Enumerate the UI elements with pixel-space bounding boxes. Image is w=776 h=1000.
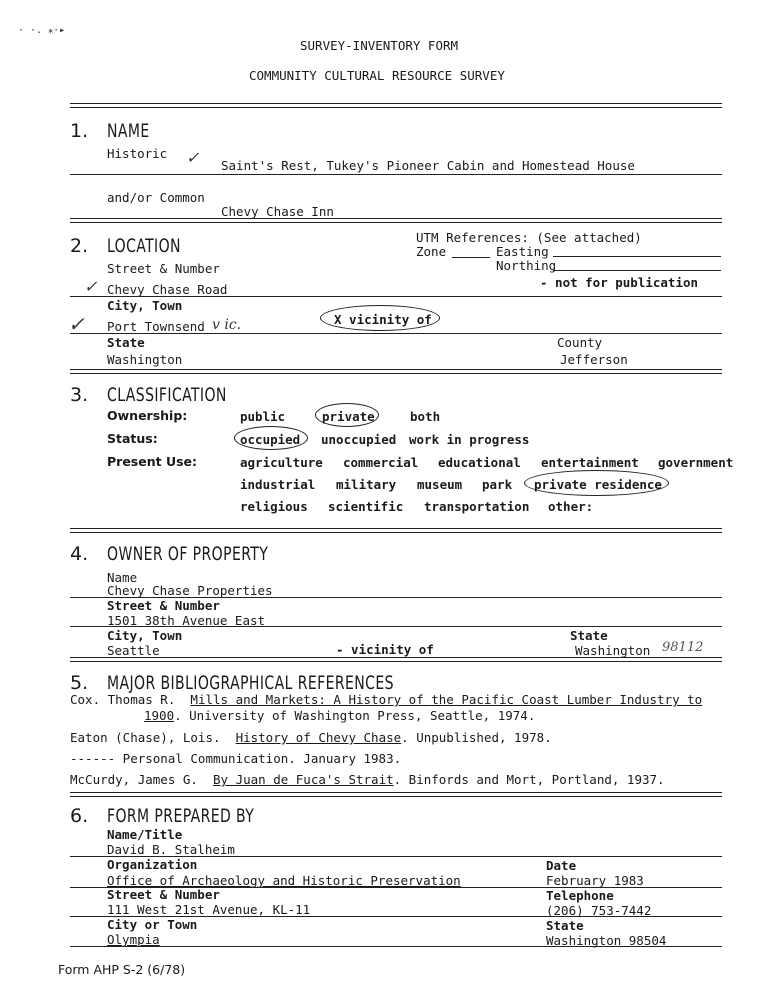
prep-street-label: Street & Number: [107, 887, 220, 902]
field-line: [70, 174, 722, 175]
field-line: [70, 946, 722, 947]
organization-value: Office of Archaeology and Historic Preservation: [107, 873, 461, 888]
field-line: [70, 626, 722, 627]
use-military: military: [336, 477, 397, 492]
section-title-classification: CLASSIFICATION: [107, 384, 227, 406]
northing-line: [553, 270, 721, 271]
date-label: Date: [546, 858, 577, 873]
street-label: Street & Number: [107, 261, 220, 276]
preparer-name-label: Name/Title: [107, 827, 183, 842]
use-agriculture: agriculture: [240, 455, 323, 470]
divider: [70, 218, 722, 223]
owner-vicinity: - vicinity of: [336, 642, 434, 657]
telephone-label: Telephone: [546, 888, 614, 903]
handwritten-zip: 98112: [662, 640, 704, 655]
section-number: 2.: [70, 235, 89, 257]
not-for-publication: - not for publication: [540, 275, 699, 290]
street-value: Chevy Chase Road: [107, 282, 228, 297]
use-educational: educational: [438, 455, 521, 470]
check-mark: ✓: [186, 148, 200, 167]
owner-street-value: 1501 38th Avenue East: [107, 613, 266, 628]
ref-author: McCurdy, James G.: [70, 772, 198, 787]
section-number: 3.: [70, 384, 89, 406]
check-mark: ✓: [68, 312, 85, 336]
use-private-residence: private residence: [534, 477, 662, 492]
use-transportation: transportation: [424, 499, 530, 514]
present-use-label: Present Use:: [107, 454, 198, 469]
ref-title: By Juan de Fuca's Strait: [213, 772, 394, 787]
county-value: Jefferson: [560, 352, 628, 367]
form-title: SURVEY-INVENTORY FORM: [300, 38, 459, 53]
ref-author: Cox. Thomas R.: [70, 692, 176, 707]
owner-name-value: Chevy Chase Properties: [107, 583, 273, 598]
divider: [70, 369, 722, 374]
divider: [70, 792, 722, 797]
use-commercial: commercial: [343, 455, 419, 470]
telephone-value: (206) 753-7442: [546, 903, 652, 918]
use-other: other:: [548, 499, 594, 514]
ref-publisher: . Binfords and Mort, Portland, 1937.: [393, 772, 665, 787]
common-label: and/or Common: [107, 190, 205, 205]
vicinity-checked: X vicinity of: [334, 312, 432, 327]
owner-name-label: Name: [107, 570, 138, 585]
section-title-owner: OWNER OF PROPERTY: [107, 543, 269, 565]
field-line: [70, 333, 722, 334]
handwritten-note: v ic.: [212, 317, 242, 333]
prep-city-value: Olympia: [107, 932, 160, 947]
form-id: Form AHP S-2 (6/78): [58, 962, 186, 977]
reference-1: [70, 692, 702, 707]
reference-3: ------ Personal Communication. January 1983.: [70, 751, 402, 766]
reference-1-cont: [144, 708, 535, 723]
ref-publisher: . University of Washington Press, Seattle, 1974.: [174, 708, 536, 723]
field-line: [70, 296, 722, 297]
easting-line: [553, 256, 721, 257]
reference-4: [70, 772, 665, 787]
status-occupied: occupied: [240, 432, 301, 447]
county-label: County: [557, 335, 603, 350]
owner-state-value: Washington: [575, 643, 651, 658]
ownership-label: Ownership:: [107, 408, 188, 423]
form-subtitle: COMMUNITY CULTURAL RESOURCE SURVEY: [249, 68, 505, 83]
divider: [70, 528, 722, 533]
prep-street-value: 111 West 21st Avenue, KL-11: [107, 902, 311, 917]
prep-state-label: State: [546, 918, 584, 933]
section-title-name: NAME: [107, 120, 150, 142]
ref-title: 1900: [144, 708, 175, 723]
common-value: Chevy Chase Inn: [221, 204, 334, 219]
owner-city-value: Seattle: [107, 643, 160, 658]
use-religious: religious: [240, 499, 308, 514]
use-government: government: [658, 455, 734, 470]
section-title-references: MAJOR BIBLIOGRAPHICAL REFERENCES: [107, 672, 394, 694]
use-museum: museum: [417, 477, 463, 492]
section-title-location: LOCATION: [107, 235, 181, 257]
ref-title: History of Chevy Chase: [235, 730, 402, 745]
preparer-name-value: David B. Stalheim: [107, 842, 235, 857]
ref-title: Mills and Markets: A History of the Pacific Coast Lumber Industry to: [190, 692, 703, 707]
zone-label: Zone: [416, 244, 447, 259]
city-label: City, Town: [107, 298, 183, 313]
northing-label: Northing: [496, 258, 557, 273]
ref-publisher: . Unpublished, 1978.: [401, 730, 552, 745]
status-label: Status:: [107, 431, 158, 446]
prep-state-value: Washington 98504: [546, 933, 667, 948]
utm-references: UTM References: (See attached): [416, 230, 642, 245]
easting-label: Easting: [496, 244, 549, 259]
section-number: 6.: [70, 805, 89, 827]
owner-state-label: State: [570, 628, 608, 643]
section-title-prepared-by: FORM PREPARED BY: [107, 805, 255, 827]
section-number: 4.: [70, 543, 89, 565]
reference-2: [70, 730, 552, 745]
divider: [70, 657, 722, 662]
check-mark: ✓: [84, 277, 98, 296]
ref-author: Eaton (Chase), Lois.: [70, 730, 221, 745]
use-entertainment: entertainment: [541, 455, 639, 470]
city-value: Port Townsend: [107, 319, 205, 334]
use-industrial: industrial: [240, 477, 316, 492]
scan-artifact: · ·. ⁎·▸: [18, 25, 66, 36]
ownership-private: private: [322, 409, 375, 424]
ownership-public: public: [240, 409, 286, 424]
organization-label: Organization: [107, 857, 198, 872]
divider: [70, 103, 722, 108]
status-work-in-progress: work in progress: [409, 432, 530, 447]
owner-street-label: Street & Number: [107, 598, 220, 613]
status-unoccupied: unoccupied: [321, 432, 397, 447]
owner-city-label: City, Town: [107, 628, 183, 643]
historic-value: Saint's Rest, Tukey's Pioneer Cabin and Homestead House: [221, 158, 635, 173]
state-value: Washington: [107, 352, 183, 367]
historic-label: Historic: [107, 146, 168, 161]
date-value: February 1983: [546, 873, 644, 888]
ownership-both: both: [410, 409, 441, 424]
zone-line: [452, 257, 490, 258]
section-number: 1.: [70, 120, 89, 142]
prep-city-label: City or Town: [107, 917, 198, 932]
use-park: park: [482, 477, 513, 492]
use-scientific: scientific: [328, 499, 404, 514]
state-label: State: [107, 335, 145, 350]
section-number: 5.: [70, 672, 89, 694]
